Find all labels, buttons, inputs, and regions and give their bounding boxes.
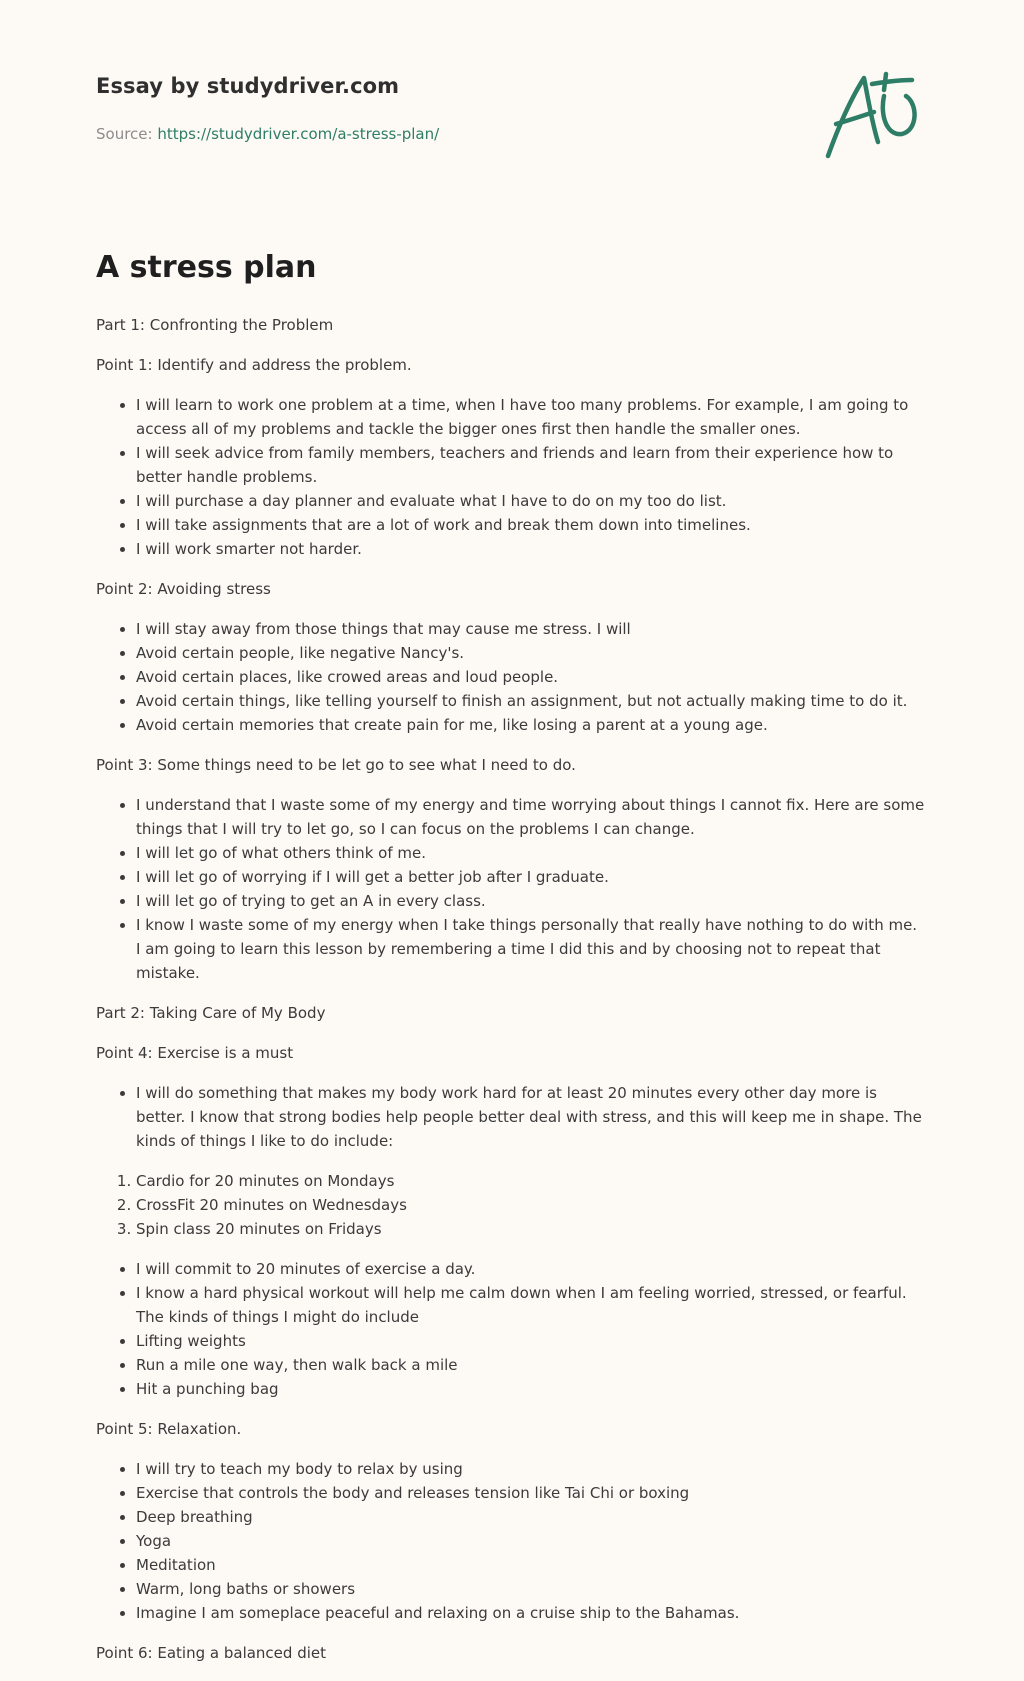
list-item: • Run a mile one way, then walk back a mile (136, 1353, 926, 1377)
list-item: • Avoid certain things, like telling yourself to finish an assignment, but not actually making time to do it. (136, 689, 926, 713)
point-4-heading: Point 4: Exercise is a must (96, 1044, 294, 1062)
point-3-heading: Point 3: Some things need to be let go to see what I need to do. (96, 756, 576, 774)
point-2-list (96, 617, 926, 737)
list-item: • Avoid certain memories that create pain for me, like losing a parent at a young age. (136, 713, 926, 737)
list-item: • I will try to teach my body to relax by using (136, 1457, 926, 1481)
point-1-heading: Point 1: Identify and address the problem. (96, 356, 412, 374)
document-title: A stress plan (96, 250, 317, 285)
point-5-list (96, 1457, 926, 1625)
list-item: • Avoid certain places, like crowed areas and loud people. (136, 665, 926, 689)
list-item: • I will learn to work one problem at a time, when I have too many problems. For example, I am going to access all of my problems and tackle the bigger ones first then handle the smaller ones. (136, 393, 926, 441)
list-item: • Imagine I am someplace peaceful and relaxing on a cruise ship to the Bahamas. (136, 1601, 926, 1625)
logo-a-plus-icon (822, 68, 928, 164)
list-item: • I know a hard physical workout will help me calm down when I am feeling worried, stressed, or fearful. The kinds of things I might do include (136, 1281, 926, 1329)
numbered-list-item: 3. Spin class 20 minutes on Fridays (136, 1217, 926, 1241)
list-item: • Yoga (136, 1529, 926, 1553)
point-4-intro-list (96, 1081, 926, 1153)
source-link[interactable]: https://studydriver.com/a-stress-plan/ (157, 125, 440, 143)
list-item: • I will stay away from those things that may cause me stress. I will (136, 617, 926, 641)
list-item: • Exercise that controls the body and releases tension like Tai Chi or boxing (136, 1481, 926, 1505)
point-5-heading: Point 5: Relaxation. (96, 1420, 242, 1438)
list-item: • I will take assignments that are a lot of work and break them down into timelines. (136, 513, 926, 537)
list-item: • Hit a punching bag (136, 1377, 926, 1401)
list-item: • I will seek advice from family members, teachers and friends and learn from their experience how to better handle problems. (136, 441, 926, 489)
list-item: • Warm, long baths or showers (136, 1577, 926, 1601)
numbered-list-item: 2. CrossFit 20 minutes on Wednesdays (136, 1193, 926, 1217)
point-4-list (96, 1257, 926, 1401)
document-body (96, 313, 926, 1681)
list-item: • I will let go of what others think of me. (136, 841, 926, 865)
list-item: • I will work smarter not harder. (136, 537, 926, 561)
brand-title: Essay by studydriver.com (96, 74, 400, 98)
list-item: • I understand that I waste some of my energy and time worrying about things I cannot fix. Here are some things that I will try to let go, so I can focus on the problems I can change. (136, 793, 926, 841)
list-item: • I will let go of trying to get an A in every class. (136, 889, 926, 913)
list-item: • I will do something that makes my body work hard for at least 20 minutes every other day more is better. I know that strong bodies help people better deal with stress, and this will keep me in shape. The kinds of things I like to do include: (136, 1081, 926, 1153)
point-2-heading: Point 2: Avoiding stress (96, 580, 271, 598)
list-item: • Avoid certain people, like negative Nancy's. (136, 641, 926, 665)
point-6-heading: Point 6: Eating a balanced diet (96, 1644, 326, 1662)
list-item: • Deep breathing (136, 1505, 926, 1529)
source-line (96, 125, 439, 143)
list-item: • I will commit to 20 minutes of exercise a day. (136, 1257, 926, 1281)
part-2-heading: Part 2: Taking Care of My Body (96, 1004, 326, 1022)
numbered-list-item: 1. Cardio for 20 minutes on Mondays (136, 1169, 926, 1193)
point-1-list (96, 393, 926, 561)
source-label: Source: (96, 125, 158, 143)
point-3-list (96, 793, 926, 985)
list-item: • I will let go of worrying if I will get a better job after I graduate. (136, 865, 926, 889)
list-item: • I know I waste some of my energy when I take things personally that really have nothing to do with me. I am going to learn this lesson by remembering a time I did this and by choosing not to repeat that mistake. (136, 913, 926, 985)
list-item: • I will purchase a day planner and evaluate what I have to do on my too do list. (136, 489, 926, 513)
list-item: • Meditation (136, 1553, 926, 1577)
point-4-numbered-list (96, 1169, 926, 1241)
list-item: • Lifting weights (136, 1329, 926, 1353)
part-1-heading: Part 1: Confronting the Problem (96, 316, 334, 334)
